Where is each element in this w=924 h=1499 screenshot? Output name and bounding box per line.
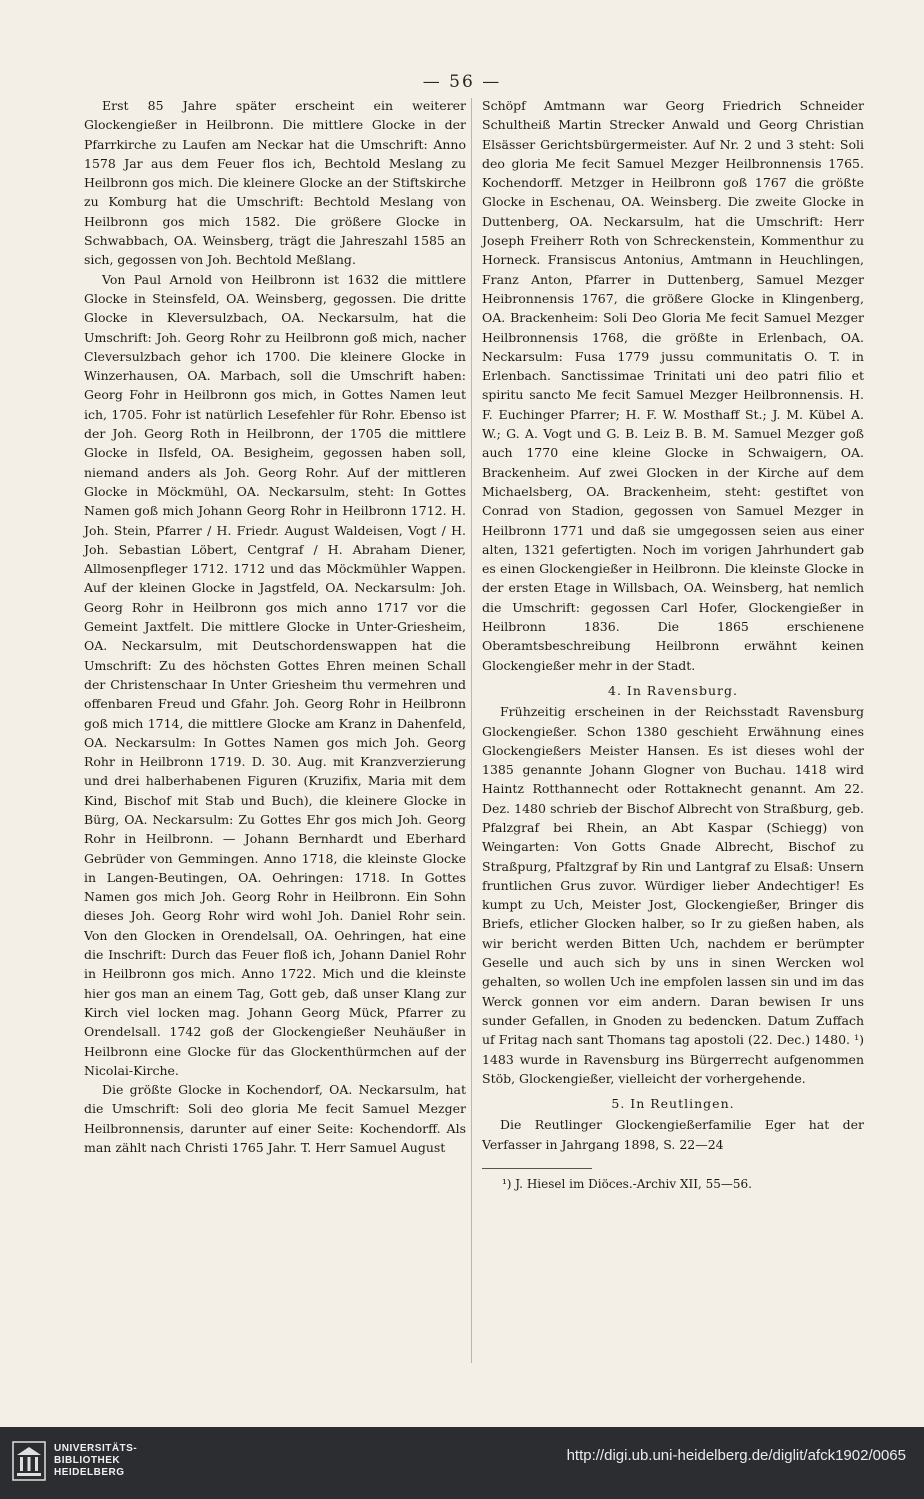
ravensburg-paragraph: Frühzeitig erscheinen in der Reichsstadt Ravensburg Glockengießer. Schon 1380 geschieht Erwähnung eines Glockengießers Meister Hansen. Es ist dieses wohl der 1385 genannte Johann Glogner von Buchau. 1418 wird Haintz Rotthannecht oder Rottaknecht genannt. Am 22. Dez. 1480 schrieb der Bischof Albrecht von Straßburg, geb. Pfalzgraf bei Rhein, an Abt Kaspar (Schiegg) von Weingarten: Von Gotts Gnade Albrecht, Bischof zu Straßpurg, Pfaltzgraf by Rin und Lantgraf zu Elsaß: Unsern fruntlichen Grus zuvor. Würdiger lieber Andechtiger! Es kumpt zu Uch, Meister Jost, Glockengießer, Bringer dis Briefs, etlicher Glocken halber, so Ir zu gießen haben, als wir bericht werden Bitten Uch, nachdem er berümpter Geselle und auch sich by uns in sinen Wercken wol gehalten, so wollen Uch ine empfolen lassen sin und im das Werck gonnen vor eim andern. Daran bewisen Ir uns sunder Gefallen, in Gnoden zu bedencken. Datum Zuffach uf Fritag nach sant Thomans tag apostoli (22. Dec.) 1480. ¹) 1483 wurde in Ravensburg ins Bürgerrecht aufgenommen Stöb, Glockengießer, vielleicht der vorhergehende.: [482, 704, 864, 1086]
library-name: [54, 1443, 137, 1479]
library-name-text: UNIVERSITÄTS- BIBLIOTHEK HEIDELBERG: [54, 1443, 138, 1478]
footer-bar: [0, 1427, 924, 1499]
library-seal-icon: [12, 1441, 46, 1481]
left-paragraph-3: Die größte Glocke in Kochendorf, OA. Neckarsulm, hat die Umschrift: Soli deo gloria Me fecit Samuel Mezger Heilbronnensis, darunter auf einer Seite: Kochendorff. Als man zählt nach Christi 1765 Jahr. T. Herr Samuel August: [84, 1082, 466, 1156]
right-paragraph-1: Schöpf Amtmann war Georg Friedrich Schneider Schultheiß Martin Strecker Anwald und Georg Christian Elsässer Gerichtsbürgermeister. Auf Nr. 2 und 3 steht: Soli deo gloria Me fecit Samuel Mezger Heilbronnensis 1765. Kochendorff. Metzger in Heilbronn goß 1767 die größte Glocke in Eschenau, OA. Weinsberg. Die zweite Glocke in Duttenberg, OA. Neckarsulm, hat die Umschrift: Herr Joseph Freiherr Roth von Schreckenstein, Kommenthur zu Horneck. Fransiscus Antonius, Amtmann in Heuchlingen, Franz Anton, Pfarrer in Duttenberg, Samuel Mezger Heibronnensis 1767, die größere Glocke in Klingenberg, OA. Brackenheim: Soli Deo Gloria Me fecit Samuel Mezger Heilbronnensis 1768, die größte in Erlenbach, OA. Neckarsulm: Fusa 1779 jussu communitatis O. T. in Erlenbach. Sanctissimae Trinitati uni deo patri filio et spiritu sancto Me fecit Samuel Mezger Heilbronnensis. H. F. Euchinger Pfarrer; H. F. W. Mosthaff St.; J. M. Kübel A. W.; G. A. Vogt und G. B. Leiz B. B. M. Samuel Mezger goß auch 1770 eine kleine Glocke in Schwaigern, OA. Brackenheim. Auf zwei Glocken in der Kirche auf dem Michaelsberg, OA. Brackenheim, steht: gestiftet von Conrad von Stadion, gegossen von Samuel Mezger in Heilbronn 1771 und daß sie umgegossen seien aus einer alten, 1321 gefertigten. Noch im vorigen Jahrhundert gab es einen Glockengießer in Heilbronn. Die kleinste Glocke in der ersten Etage in Willsbach, OA. Weinsberg, hat nemlich die Umschrift: gegossen Carl Hofer, Glockengießer in Heilbronn 1836. Die 1865 erschienene Oberamtsbeschreibung Heilbronn erwähnt keinen Glockengießer mehr in der Stadt.: [482, 98, 864, 673]
section-heading-ravensburg: 4. In Ravensburg.: [608, 682, 738, 698]
left-column: [84, 96, 466, 1157]
left-paragraph-1: Erst 85 Jahre später erscheint ein weiterer Glockengießer in Heilbronn. Die mittlere Glocke in der Pfarrkirche zu Laufen am Neckar hat die Umschrift: Anno 1578 Jar aus dem Feuer flos ich, Bechtold Meslang zu Heilbronn gos mich. Die kleinere Glocke an der Stiftskirche zu Komburg hat die Umschrift: Bechtold Meslang von Heilbronn gos mich 1582. Die größere Glocke in Schwabbach, OA. Weinsberg, trägt die Jahreszahl 1585 an sich, gegossen von Joh. Bechtold Meßlang.: [84, 98, 466, 268]
section-heading-reutlingen: 5. In Reutlingen.: [611, 1096, 735, 1112]
source-url-link[interactable]: http://digi.ub.uni-heidelberg.de/diglit/afck1902/0065: [566, 1447, 906, 1464]
column-divider: [471, 98, 472, 1363]
library-logo[interactable]: [12, 1441, 137, 1481]
footnote: ¹) J. Hiesel im Diöces.-Archiv XII, 55—56.: [502, 1177, 752, 1192]
page-number: — 56 —: [422, 72, 502, 92]
right-column: [482, 96, 864, 1194]
left-paragraph-2: Von Paul Arnold von Heilbronn ist 1632 die mittlere Glocke in Steinsfeld, OA. Weinsberg, gegossen. Die dritte Glocke in Kleversulzbach, OA. Neckarsulm, hat die Umschrift: Joh. Georg Rohr zu Heilbronn goß mich, nacher Cleversulzbach gehor ich 1700. Die kleinere Glocke in Winzerhausen, OA. Marbach, soll die Umschrift haben: Georg Fohr in Heilbronn gos mich, in Gottes Namen leut ich, 1705. Fohr ist natürlich Lesefehler für Rohr. Ebenso ist der Joh. Georg Roth in Heilbronn, der 1705 die mittlere Glocke in Ilsfeld, OA. Besigheim, gegossen haben soll, niemand anders als Joh. Georg Rohr. Auf der mittleren Glocke in Möckmühl, OA. Neckarsulm, steht: In Gottes Namen goß mich Johann Georg Rohr in Heilbronn 1712. H. Joh. Stein, Pfarrer / H. Friedr. August Waldeisen, Vogt / H. Joh. Sebastian Löbert, Centgraf / H. Abraham Diener, Allmosenpfleger 1712. 1712 und das Möckmühler Wappen. Auf der kleinen Glocke in Jagstfeld, OA. Neckarsulm: Joh. Georg Rohr in Heilbronn gos mich anno 1717 vor die Gemeint Jaxtfelt. Die mittlere Glocke in Unter-Griesheim, OA. Neckarsulm, mit Deutschordenswappen hat die Umschrift: Zu des höchsten Gottes Ehren meinen Schall der Christenschaar In Unter Griesheim thu vermehren und offenbaren Freud und Gfahr. Joh. Georg Rohr in Heilbronn goß mich 1714, die mittlere Glocke am Kranz in Dahenfeld, OA. Neckarsulm: In Gottes Namen gos mich Joh. Georg Rohr in Heilbronn 1719. D. 30. Aug. mit Kranzverzierung und drei halberhabenen Figuren (Kruzifix, Maria mit dem Kind, Bischof mit Stab und Buch), die kleinere Glocke in Bürg, OA. Neckarsulm: Zu Gottes Ehr gos mich Joh. Georg Rohr in Heilbronn. — Johann Bernhardt und Eberhard Gebrüder von Gemmingen. Anno 1718, die kleinste Glocke in Langen-Beutingen, OA. Oehringen: 1718. In Gottes Namen gos mich Joh. Georg Rohr in Heilbronn. Ein Sohn dieses Joh. Georg Rohr wird wohl Joh. Daniel Rohr sein. Von den Glocken in Orendelsall, OA. Oehringen, hat eine die Inschrift: Durch das Feuer floß ich, Johann Daniel Rohr in Heilbronn gos mich. Anno 1722. Mich und die kleinste hier gos man an einem Tag, Gott geb, daß unser Klang zur Kirch viel locken mag. Johann Georg Mück, Pfarrer zu Orendelsall. 1742 goß der Glockengießer Neuhäußer in Heilbronn eine Glocke für das Glockenthürmchen auf der Nicolai-Kirche.: [84, 271, 466, 1078]
reutlingen-paragraph: Die Reutlinger Glockengießerfamilie Eger hat der Verfasser in Jahrgang 1898, S. 22—24: [482, 1117, 864, 1152]
footnote-rule: [482, 1168, 592, 1169]
